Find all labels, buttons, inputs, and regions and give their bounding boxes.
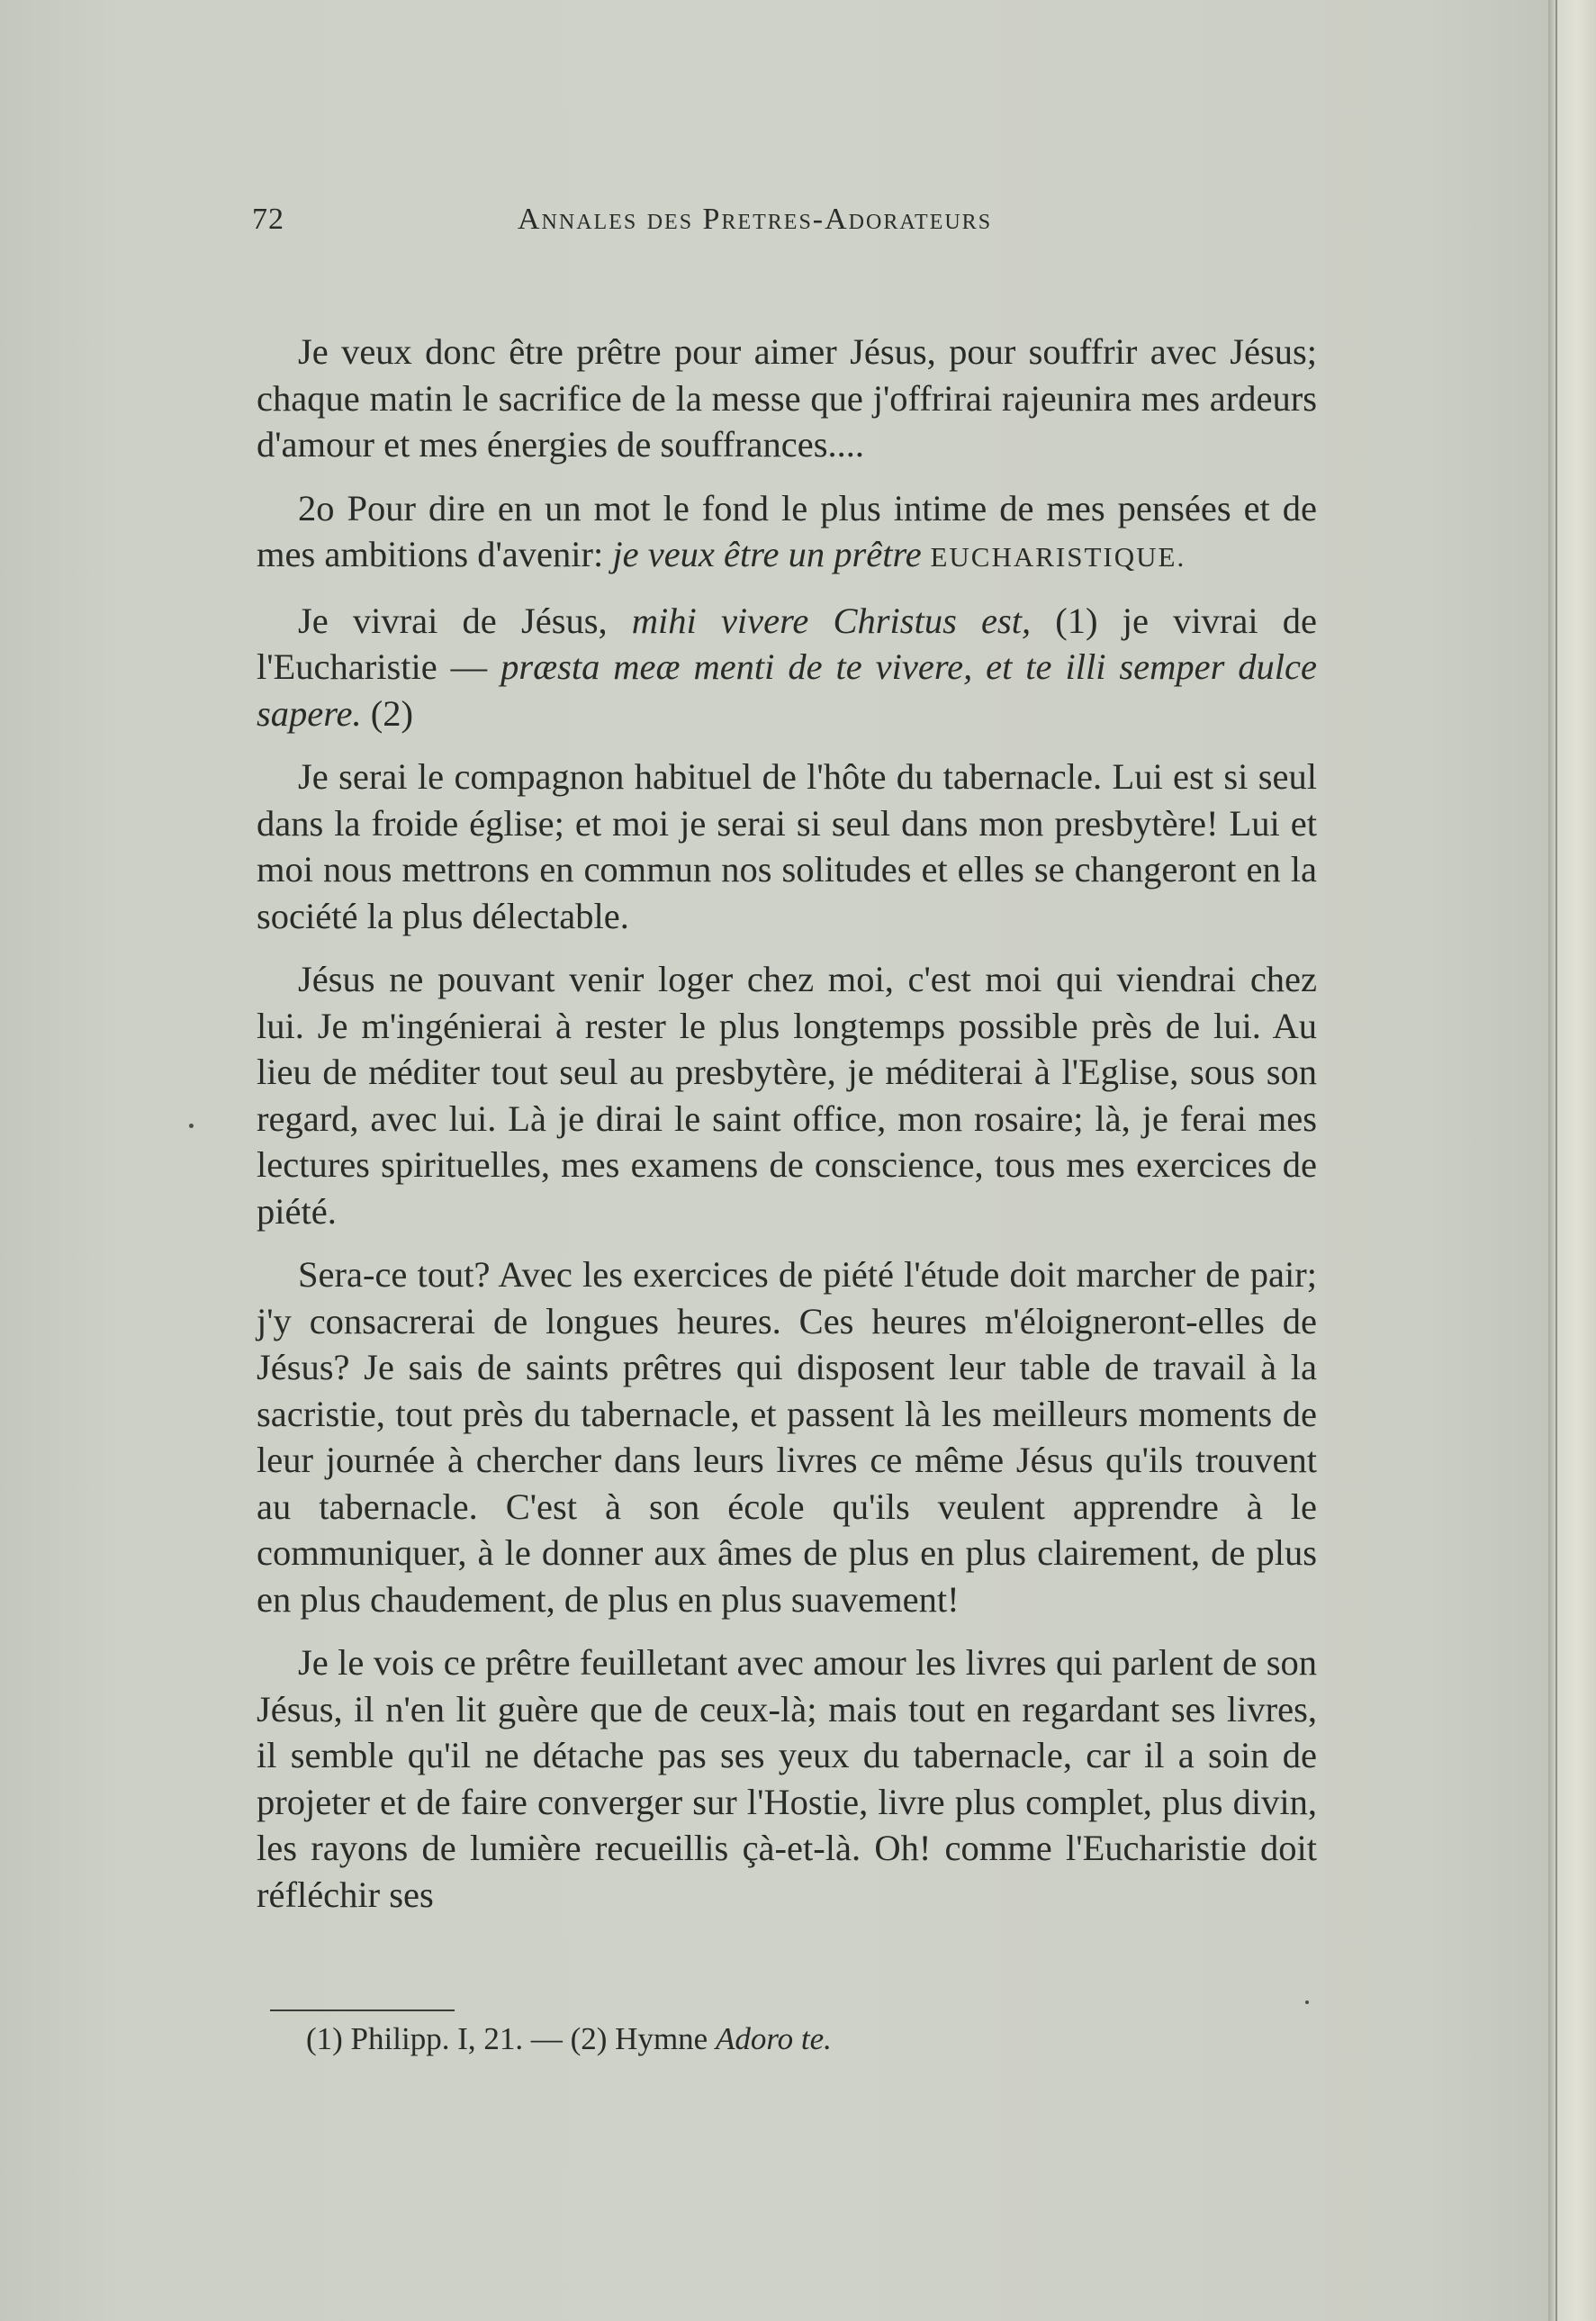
paragraph-3-text-b: (1) je vivrai de l'Eucharistie —: [257, 600, 1317, 687]
footnotes: [306, 2019, 832, 2059]
paragraph-1: Je veux donc être prêtre pour aimer Jésus, pour souffrir avec Jésus; chaque matin le sacrifice de la messe que j'offrirai rajeunira mes ardeurs d'amour et mes énergies de souffrances....: [257, 331, 1317, 465]
paragraph-4: Je serai le compagnon habituel de l'hôte du tabernacle. Lui est si seul dans la froide église; et moi je serai si seul dans mon presbytère! Lui et moi nous mettrons en commun nos solitudes et elles se changeront en la société la plus délectable.: [257, 756, 1317, 936]
paragraph-2: [257, 485, 1317, 581]
page-number: 72: [252, 203, 284, 236]
paragraph-2-italic: je veux être un prêtre: [612, 534, 922, 574]
footnotes-italic: Adoro te.: [715, 2021, 832, 2056]
paragraph-5: Jésus ne pouvant venir loger chez moi, c'est moi qui viendrai chez lui. Je m'ingénierai à rester le plus longtemps possible près de lui. Au lieu de méditer tout seul au presbytère, je méditerai à l'Eglise, sous son regard, avec lui. Là je dirai le saint office, mon rosaire; là, je ferai mes lectures spirituelles, mes examens de conscience, tous mes exercices de piété.: [257, 959, 1317, 1232]
paper-speck: [189, 1124, 194, 1128]
paragraph-2-caps: EUCHARISTIQUE.: [921, 541, 1186, 573]
body-text: [257, 329, 1317, 1918]
footnotes-text: (1) Philipp. I, 21. — (2) Hymne: [306, 2021, 716, 2056]
paragraph-3: [257, 598, 1317, 737]
paragraph-2-text: 2o Pour dire en un mot le fond le plus intime de mes pensées et de mes ambitions d'avenir:: [257, 487, 1317, 574]
running-title: Annales des Pretres-Adorateurs: [518, 203, 993, 236]
paragraph-6: Sera-ce tout? Avec les exercices de piété l'étude doit marcher de pair; j'y consacrerai de longues heures. Ces heures m'éloigneront-elles de Jésus? Je sais de saints prêtres qui disposent leur table de travail à la sacristie, tout près du tabernacle, et passent là les meilleurs moments de leur journée à chercher dans leurs livres ce même Jésus qu'ils trouvent au tabernacle. C'est à son école qu'ils veulent apprendre à le communiquer, à le donner aux âmes de plus en plus clairement, de plus en plus chaudement, de plus en plus suavement!: [257, 1254, 1317, 1620]
footnote-rule: [270, 2009, 455, 2011]
paragraph-3-text-c: (2): [361, 692, 413, 734]
page-header: [252, 203, 1044, 242]
paragraph-3-text-a: Je vivrai de Jésus,: [298, 600, 632, 641]
page-edge-shadow: [1555, 0, 1557, 2321]
paragraph-7: Je le vois ce prêtre feuilletant avec amour les livres qui parlent de son Jésus, il n'en lit guère que de ceux-là; mais tout en regardant ses livres, il semble qu'il ne détache pas ses yeux du tabernacle, car il a soin de projeter et de faire converger sur l'Hostie, livre plus complet, plus divin, les rayons de lumière recueillis çà-et-là. Oh! comme l'Eucharistie doit réfléchir ses: [257, 1642, 1317, 1915]
paragraph-3-italic-2: præsta meæ menti de te vivere, et te illi semper dulce sapere.: [257, 646, 1317, 734]
paper-speck: [1305, 2000, 1309, 2004]
paragraph-3-italic-1: mihi vivere Christus est,: [631, 600, 1032, 641]
